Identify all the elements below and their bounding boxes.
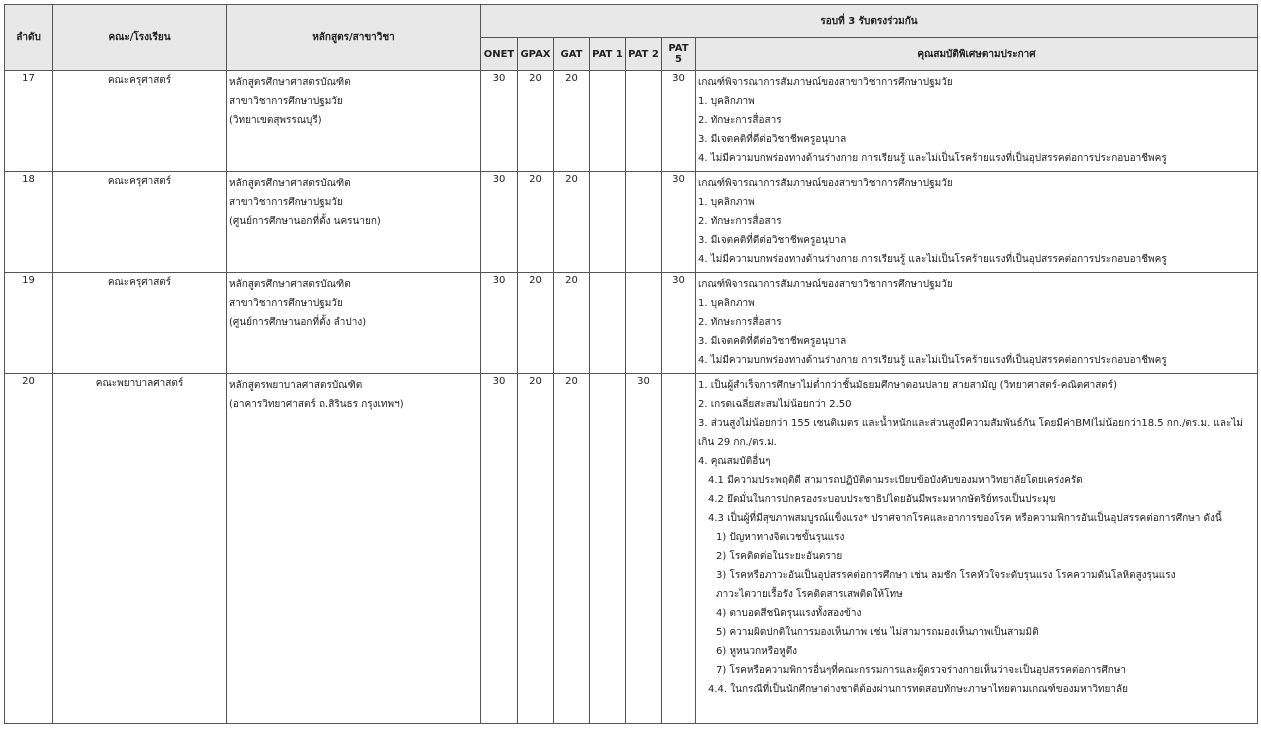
cell-order: 20 [5, 374, 53, 724]
header-order: ลำดับ [5, 5, 53, 71]
program-line: (ศูนย์การศึกษานอกที่ตั้ง นครนายก) [229, 216, 381, 227]
cell-pat1 [590, 71, 626, 172]
cell-program [227, 273, 481, 374]
header-pat5: PAT 5 [662, 38, 696, 71]
header-gat: GAT [554, 38, 590, 71]
criteria-line: 2) โรคติดต่อในระยะอันตราย [716, 551, 843, 562]
header-onet: ONET [481, 38, 518, 71]
program-line: (อาคารวิทยาศาสตร์ ถ.สิรินธร กรุงเทพฯ) [229, 399, 404, 410]
criteria-line: เกณฑ์พิจารณาการสัมภาษณ์ของสาขาวิชาการศึกษาปฐมวัย [698, 178, 953, 189]
header-gpax: GPAX [518, 38, 554, 71]
cell-pat5: 30 [662, 172, 696, 273]
criteria-line: 7) โรคหรือความพิการอื่นๆที่คณะกรรมการและผู้ตรวจร่างกายเห็นว่าจะเป็นอุปสรรคต่อการศึกษา [716, 665, 1127, 676]
program-line: หลักสูตรพยาบาลศาสตรบัณฑิต [229, 380, 363, 391]
criteria-line: เกณฑ์พิจารณาการสัมภาษณ์ของสาขาวิชาการศึกษาปฐมวัย [698, 279, 953, 290]
cell-gpax: 20 [518, 172, 554, 273]
cell-gat: 20 [554, 71, 590, 172]
criteria-line: 3. ส่วนสูงไม่น้อยกว่า 155 เซนติเมตร และน้ำหนักและส่วนสูงมีความสัมพันธ์กัน โดยมีค่าBMIไม่น้อยกว่า18.5 กก./ตร.ม. และไม่เกิน 29 กก./ตร.ม. [698, 418, 1243, 448]
cell-gpax: 20 [518, 273, 554, 374]
admission-table [4, 4, 1258, 724]
cell-criteria [696, 273, 1258, 374]
table-row [5, 172, 1258, 273]
header-program: หลักสูตร/สาขาวิชา [227, 5, 481, 71]
criteria-line: 4.1 มีความประพฤติดี สามารถปฏิบัติตามระเบียบข้อบังคับของมหาวิทยาลัยโดยเคร่งครัด [708, 475, 1083, 486]
cell-onet: 30 [481, 71, 518, 172]
cell-pat1 [590, 172, 626, 273]
cell-order: 19 [5, 273, 53, 374]
program-line: (วิทยาเขตสุพรรณบุรี) [229, 115, 322, 126]
cell-criteria [696, 71, 1258, 172]
program-line: หลักสูตรศึกษาศาสตรบัณฑิต [229, 279, 351, 290]
criteria-line: 6) หูหนวกหรือหูตึง [716, 646, 798, 657]
criteria-line: 4.2 ยึดมั่นในการปกครองระบอบประชาธิปไตยอันมีพระมหากษัตริย์ทรงเป็นประมุข [708, 494, 1056, 505]
header-faculty: คณะ/โรงเรียน [53, 5, 227, 71]
cell-pat1 [590, 374, 626, 724]
cell-faculty: คณะพยาบาลศาสตร์ [53, 374, 227, 724]
cell-program [227, 71, 481, 172]
program-line: หลักสูตรศึกษาศาสตรบัณฑิต [229, 77, 351, 88]
cell-pat2 [626, 71, 662, 172]
criteria-line: 4.4. ในกรณีที่เป็นนักศึกษาต่างชาติต้องผ่านการทดสอบทักษะภาษาไทยตามเกณฑ์ของมหาวิทยาลัย [708, 684, 1128, 695]
criteria-line: 4. ไม่มีความบกพร่องทางด้านร่างกาย การเรียนรู้ และไม่เป็นโรคร้ายแรงที่เป็นอุปสรรคต่อการประกอบอาชีพครู [698, 153, 1167, 164]
cell-onet: 30 [481, 172, 518, 273]
criteria-line: ภาวะไตวายเรื้อรัง โรคติดสารเสพติดให้โทษ [716, 589, 903, 600]
cell-pat2 [626, 172, 662, 273]
cell-gat: 20 [554, 172, 590, 273]
criteria-line: 3. มีเจตคติที่ดีต่อวิชาชีพครูอนุบาล [698, 235, 847, 246]
cell-criteria [696, 374, 1258, 724]
cell-onet: 30 [481, 273, 518, 374]
criteria-line: เกณฑ์พิจารณาการสัมภาษณ์ของสาขาวิชาการศึกษาปฐมวัย [698, 77, 953, 88]
criteria-line: 1) ปัญหาทางจิตเวชขั้นรุนแรง [716, 532, 845, 543]
criteria-line: 2. ทักษะการสื่อสาร [698, 317, 782, 328]
criteria-line: 4) ตาบอดสีชนิดรุนแรงทั้งสองข้าง [716, 608, 862, 619]
cell-order: 18 [5, 172, 53, 273]
criteria-line: 5) ความผิดปกติในการมองเห็นภาพ เช่น ไม่สามารถมองเห็นภาพเป็นสามมิติ [716, 627, 1039, 638]
cell-pat2 [626, 273, 662, 374]
cell-pat2: 30 [626, 374, 662, 724]
header-pat2: PAT 2 [626, 38, 662, 71]
criteria-line: 4.3 เป็นผู้ที่มีสุขภาพสมบูรณ์แข็งแรง* ปราศจากโรคและอาการของโรค หรือความพิการอันเป็นอุปสรรคต่อการศึกษา ดังนี้ [708, 513, 1222, 524]
criteria-line: 4. ไม่มีความบกพร่องทางด้านร่างกาย การเรียนรู้ และไม่เป็นโรคร้ายแรงที่เป็นอุปสรรคต่อการประกอบอาชีพครู [698, 254, 1167, 265]
table-row [5, 374, 1258, 724]
cell-program [227, 172, 481, 273]
cell-criteria [696, 172, 1258, 273]
program-line: (ศูนย์การศึกษานอกที่ตั้ง ลำปาง) [229, 317, 367, 328]
table-row [5, 273, 1258, 374]
criteria-line: 1. บุคลิกภาพ [698, 96, 755, 107]
program-line: หลักสูตรศึกษาศาสตรบัณฑิต [229, 178, 351, 189]
cell-pat5 [662, 374, 696, 724]
table-row [5, 71, 1258, 172]
cell-onet: 30 [481, 374, 518, 724]
cell-pat5: 30 [662, 273, 696, 374]
cell-pat1 [590, 273, 626, 374]
criteria-line: 4. คุณสมบัติอื่นๆ [698, 456, 771, 467]
criteria-line: 1. เป็นผู้สำเร็จการศึกษาไม่ต่ำกว่าชั้นมัธยมศึกษาตอนปลาย สายสามัญ (วิทยาศาสตร์-คณิตศาสตร์) [698, 380, 1118, 391]
program-line: สาขาวิชาการศึกษาปฐมวัย [229, 197, 343, 208]
criteria-line: 1. บุคลิกภาพ [698, 298, 755, 309]
criteria-line: 2. ทักษะการสื่อสาร [698, 115, 782, 126]
cell-faculty: คณะครุศาสตร์ [53, 273, 227, 374]
cell-gpax: 20 [518, 71, 554, 172]
criteria-line: 2. ทักษะการสื่อสาร [698, 216, 782, 227]
header-round: รอบที่ 3 รับตรงร่วมกัน [481, 5, 1258, 38]
criteria-line: 2. เกรดเฉลี่ยสะสมไม่น้อยกว่า 2.50 [698, 399, 852, 410]
header-pat1: PAT 1 [590, 38, 626, 71]
cell-faculty: คณะครุศาสตร์ [53, 172, 227, 273]
criteria-line: 3) โรคหรือภาวะอันเป็นอุปสรรคต่อการศึกษา เช่น ลมชัก โรคหัวใจระดับรุนแรง โรคความดันโลหิตสูงรุนแรง [716, 570, 1176, 581]
cell-faculty: คณะครุศาสตร์ [53, 71, 227, 172]
criteria-line: 1. บุคลิกภาพ [698, 197, 755, 208]
cell-pat5: 30 [662, 71, 696, 172]
criteria-line: 3. มีเจตคติที่ดีต่อวิชาชีพครูอนุบาล [698, 336, 847, 347]
cell-program [227, 374, 481, 724]
cell-gat: 20 [554, 374, 590, 724]
program-line: สาขาวิชาการศึกษาปฐมวัย [229, 96, 343, 107]
program-line: สาขาวิชาการศึกษาปฐมวัย [229, 298, 343, 309]
header-criteria: คุณสมบัติพิเศษตามประกาศ [696, 38, 1258, 71]
criteria-line: 3. มีเจตคติที่ดีต่อวิชาชีพครูอนุบาล [698, 134, 847, 145]
criteria-line: 4. ไม่มีความบกพร่องทางด้านร่างกาย การเรียนรู้ และไม่เป็นโรคร้ายแรงที่เป็นอุปสรรคต่อการประกอบอาชีพครู [698, 355, 1167, 366]
cell-gat: 20 [554, 273, 590, 374]
cell-order: 17 [5, 71, 53, 172]
cell-gpax: 20 [518, 374, 554, 724]
